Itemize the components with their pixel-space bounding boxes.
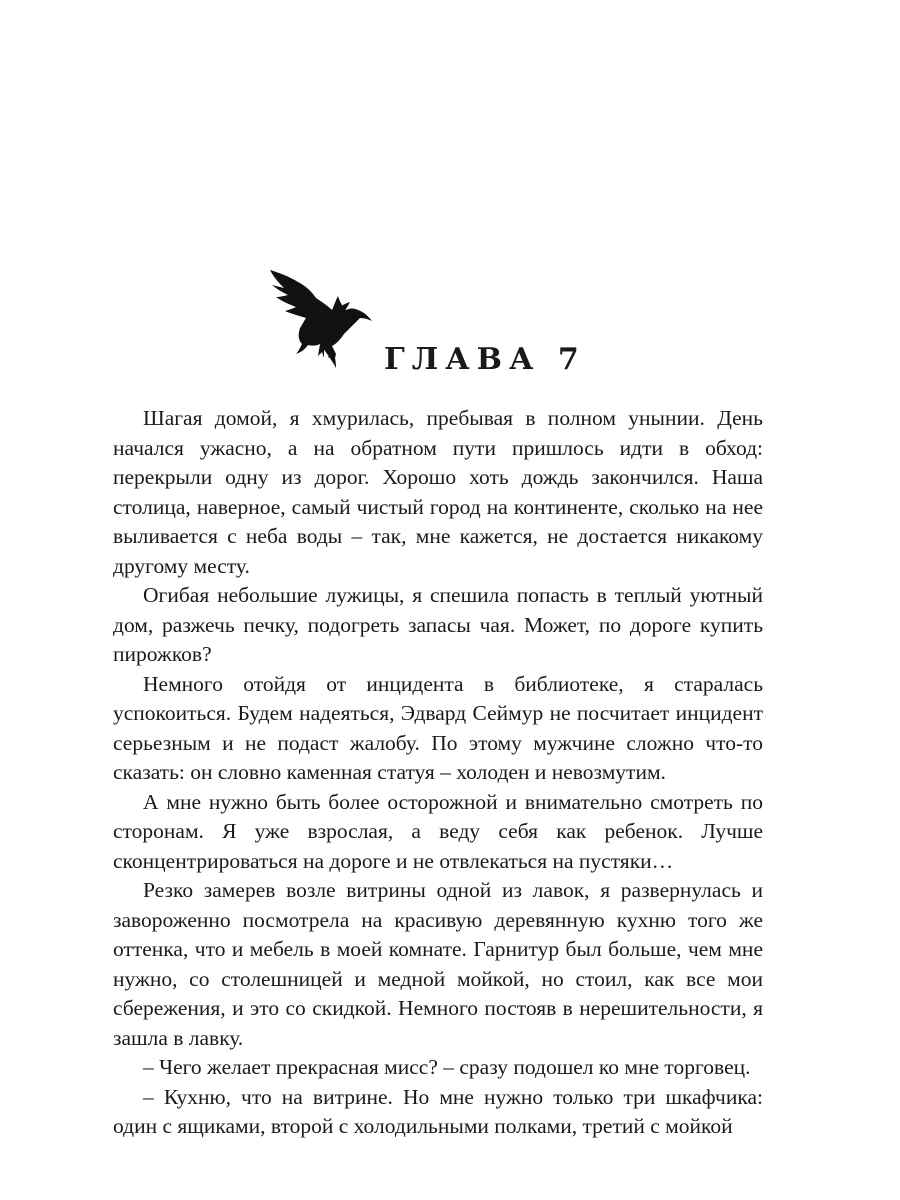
paragraph: Резко замерев возле витрины одной из лавок, я развернулась и завороженно посмотрела на красивую деревянную кухню того же оттенка, что и мебель в моей комнате. Гарнитур был больше, чем мне нужно, со столешницей и медной мойкой, но стоил, как все мои сбережения, и это со скидкой. Немного постояв в нерешительности, я зашла в лавку. (113, 878, 763, 1050)
paragraph: Шагая домой, я хмурилась, пребывая в полном унынии. День начался ужасно, а на обратном пути пришлось идти в обход: перекрыли одну из дорог. Хорошо хоть дождь закончился. Наша столица, наверное, самый чистый город на континенте, сколько на нее выливается с неба воды – так, мне кажется, не достается никакому другому месту. (113, 406, 763, 578)
paragraph: Немного отойдя от инцидента в библиотеке, я старалась успокоиться. Будем надеяться, Эдвард Сеймур не посчитает инцидент серьезным и не подаст жалобу. По этому мужчине сложно что-то сказать: он словно каменная статуя – холоден и невозмутим. (113, 671, 763, 784)
paragraph: Огибая небольшие лужицы, я спешила попасть в теплый уютный дом, разжечь печку, подогреть запасы чая. Может, по дороге купить пирожков? (113, 583, 763, 666)
paragraph: – Чего желает прекрасная мисс? – сразу подошел ко мне торговец. (143, 1055, 751, 1079)
chapter-header (258, 262, 588, 382)
chapter-title: ГЛАВА 7 (384, 342, 586, 377)
paragraph: А мне нужно быть более осторожной и внимательно смотреть по сторонам. Я уже взрослая, а веду себя как ребенок. Лучше сконцентрироваться на дороге и не отвлекаться на пустяки… (113, 789, 763, 873)
raven-icon (258, 262, 383, 374)
chapter-body (113, 404, 763, 1142)
paragraph: – Кухню, что на витрине. Но мне нужно только три шкафчика: один с ящиками, второй с холодильными полками, третий с мойкой (113, 1084, 763, 1138)
